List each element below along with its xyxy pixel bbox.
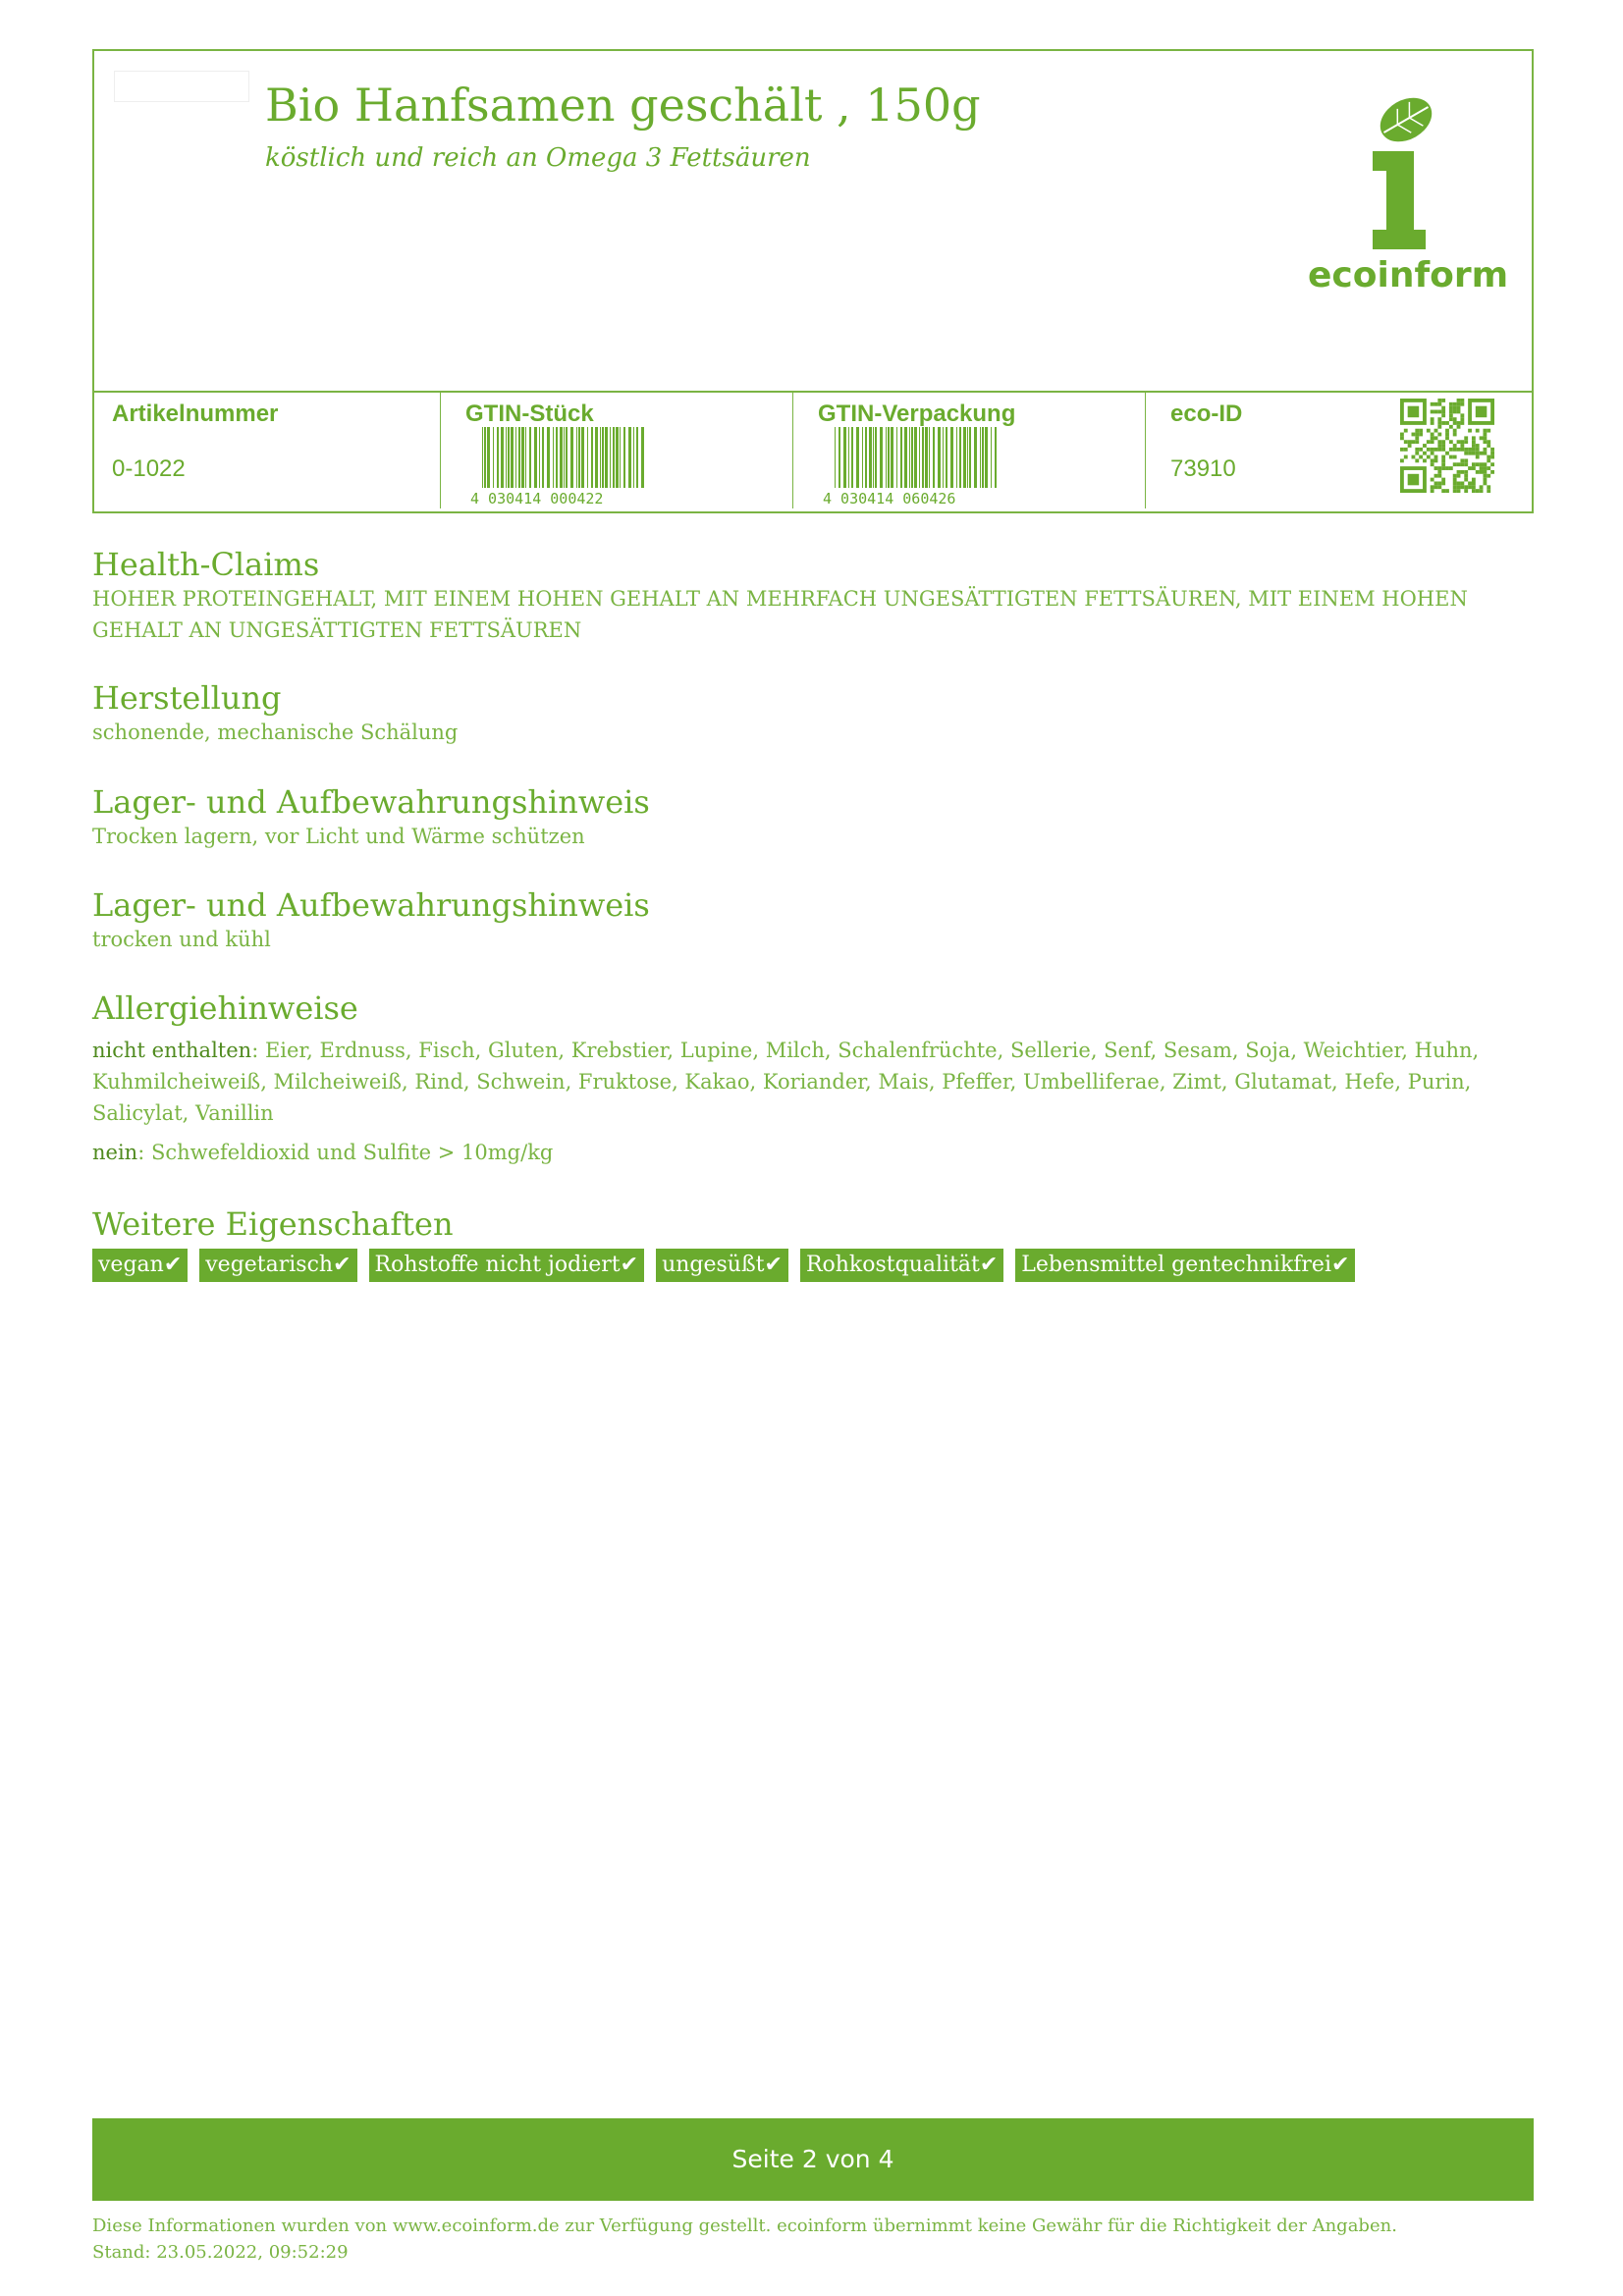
gtin-verpackung-cell <box>793 393 1145 513</box>
allergie-nein-label: nein <box>92 1141 138 1164</box>
id-row <box>94 391 1532 515</box>
eco-id-cell <box>1146 393 1534 513</box>
footer-date: Stand: 23.05.2022, 09:52:29 <box>92 2242 349 2263</box>
gtin-stueck-label: GTIN-Stück <box>465 400 594 427</box>
footer-note <box>92 2213 1534 2266</box>
eco-id-value: 73910 <box>1170 455 1236 482</box>
image-placeholder <box>114 71 249 102</box>
gtin-stueck-barcode <box>468 427 645 507</box>
health-claims-text: HOHER PROTEINGEHALT, MIT EINEM HOHEN GEHALT AN MEHRFACH UNGESÄTTIGTEN FETTSÄUREN, MIT EINEM HOHEN GEHALT AN UNGESÄTTIGTEN FETTSÄUREN <box>92 587 1468 642</box>
allergie-nein-text: : Schwefeldioxid und Sulfite > 10mg/kg <box>137 1141 554 1164</box>
health-claims-title: Health-Claims <box>92 546 320 583</box>
badge: Rohkostqualität✔ <box>800 1249 1003 1282</box>
allergie-not-text: : Eier, Erdnuss, Fisch, Gluten, Krebstier, Lupine, Milch, Schalenfrüchte, Sellerie, Senf, Sesam, Soja, Weichtier, Huhn, Kuhmilcheiweiß, Milcheiweiß, Rind, Schwein, Fruktose, Kakao, Koriander, Mais, Pfeffer, Umbelliferae, Zimt, Glutamat, Hefe, Purin, Salicylat, Vanillin <box>92 1039 1480 1125</box>
weitere-section <box>92 1205 454 1243</box>
lager-section-1 <box>92 783 650 852</box>
badge: ungesüßt✔ <box>656 1249 788 1282</box>
gtin-verpackung-label: GTIN-Verpackung <box>818 400 1016 427</box>
qr-code <box>1400 399 1494 493</box>
artikelnummer-cell <box>94 393 440 513</box>
lager-section-2 <box>92 886 650 955</box>
allergie-nein <box>92 1137 1534 1168</box>
lager-text-1: Trocken lagern, vor Licht und Wärme schützen <box>92 825 585 848</box>
ecoinform-logo <box>1308 90 1509 306</box>
product-header-box <box>92 49 1534 513</box>
artikelnummer-value: 0-1022 <box>112 455 186 482</box>
leaf-number-icon <box>1308 90 1504 257</box>
gtin-stueck-cell <box>441 393 792 513</box>
herstellung-section <box>92 679 458 748</box>
badge: vegetarisch✔ <box>199 1249 356 1282</box>
allergie-not-label: nicht enthalten <box>92 1039 252 1062</box>
gtin-verpackung-number: 4 030414 060426 <box>823 490 956 507</box>
artikelnummer-label: Artikelnummer <box>112 400 279 427</box>
eco-id-label: eco-ID <box>1170 400 1243 427</box>
gtin-stueck-number: 4 030414 000422 <box>470 490 604 507</box>
page-indicator: Seite 2 von 4 <box>92 2118 1534 2201</box>
herstellung-text: schonende, mechanische Schälung <box>92 721 459 744</box>
lager-text-2: trocken und kühl <box>92 928 271 951</box>
footer-disclaimer: Diese Informationen wurden von www.ecoinform.de zur Verfügung gestellt. ecoinform übernimmt keine Gewähr für die Richtigkeit der Angaben. <box>92 2216 1397 2236</box>
herstellung-title: Herstellung <box>92 679 282 717</box>
lager-title-2: Lager- und Aufbewahrungshinweis <box>92 886 650 924</box>
allergie-not-contained <box>92 1035 1534 1129</box>
health-claims-section <box>92 546 1534 646</box>
product-subtitle: köstlich und reich an Omega 3 Fettsäuren <box>265 143 811 173</box>
badge: Rohstoffe nicht jodiert✔ <box>369 1249 645 1282</box>
property-badges <box>92 1249 1367 1282</box>
badge: Lebensmittel gentechnikfrei✔ <box>1015 1249 1355 1282</box>
allergie-section <box>92 989 1534 1168</box>
product-title: Bio Hanfsamen geschält , 150g <box>265 79 981 132</box>
lager-title-1: Lager- und Aufbewahrungshinweis <box>92 783 650 821</box>
gtin-verpackung-barcode <box>821 427 998 507</box>
allergie-title: Allergiehinweise <box>92 989 358 1027</box>
weitere-title: Weitere Eigenschaften <box>92 1205 454 1243</box>
logo-text: ecoinform <box>1308 255 1509 295</box>
badge: vegan✔ <box>92 1249 188 1282</box>
